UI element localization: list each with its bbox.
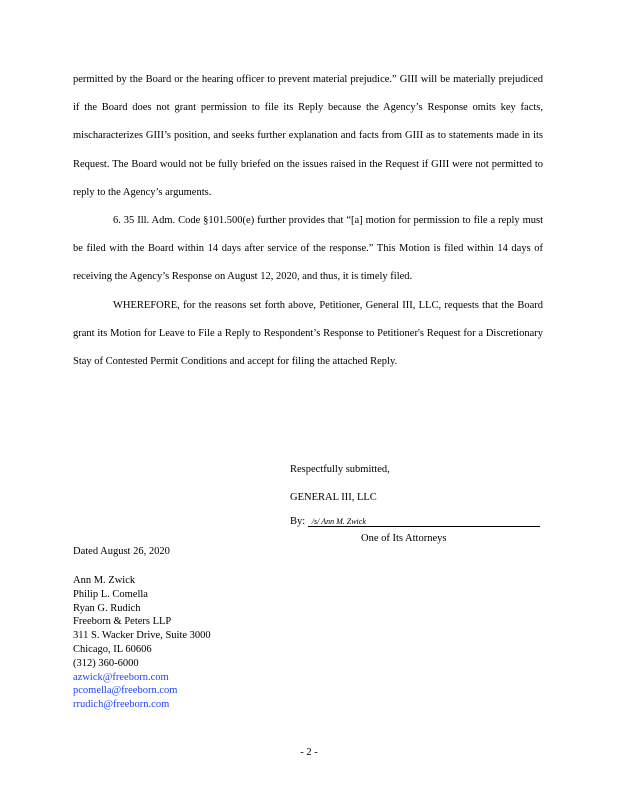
attorney-name: Ryan G. Rudich	[73, 602, 141, 614]
body-text	[73, 66, 543, 376]
firm-name: Freeborn & Peters LLP	[73, 616, 172, 628]
signature-block	[290, 456, 390, 512]
dated-line: Dated August 26, 2020	[73, 546, 170, 557]
contact-block	[73, 574, 211, 712]
e-signature: /s/ Ann M. Zwick	[308, 517, 540, 527]
address-line-1: 311 S. Wacker Drive, Suite 3000	[73, 630, 211, 642]
attorney-name: Ann M. Zwick	[73, 575, 136, 586]
email-link[interactable]: rrudich@freeborn.com	[73, 699, 170, 711]
attorney-name: Philip L. Comella	[73, 588, 148, 600]
email-link[interactable]: pcomella@freeborn.com	[73, 685, 178, 697]
address-line-2: Chicago, IL 60606	[73, 643, 152, 655]
paragraph-wherefore: WHEREFORE, for the reasons set forth above, Petitioner, General III, LLC, requests that the Board grant its Motion for Leave to File a Reply to Respondent’s Response to Petitioner's Request for a Discretionary Stay of Contested Permit Conditions and accept for filing the attached Reply.	[73, 299, 543, 368]
by-label: By:	[290, 516, 306, 527]
closing-text: Respectfully submitted,	[290, 464, 390, 475]
signatory-title: One of Its Attorneys	[361, 533, 447, 544]
paragraph-continuation: permitted by the Board or the hearing officer to prevent material prejudice.” GIII will be materially prejudiced if the Board does not grant permission to file its Reply because the Agency’s Response omits key facts, mischaracterizes GIII’s position, and seeks further explanation and facts from GIII as to statements made in its Request. The Board would not be fully briefed on the issues raised in the Request if GIII were not permitted to reply to the Agency’s arguments.	[73, 74, 543, 198]
email-link[interactable]: azwick@freeborn.com	[73, 671, 169, 683]
company-name: GENERAL III, LLC	[290, 492, 377, 503]
phone-number: (312) 360-6000	[73, 657, 139, 669]
signature-line	[290, 516, 540, 527]
page-number: - 2 -	[300, 747, 318, 758]
paragraph-6: 6. 35 Ill. Adm. Code §101.500(e) further provides that “[a] motion for permission to file a reply must be filed with the Board within 14 days after service of the response.” This Motion is filed within 14 days of receiving the Agency’s Response on August 12, 2020, and thus, it is timely filed.	[73, 215, 543, 283]
